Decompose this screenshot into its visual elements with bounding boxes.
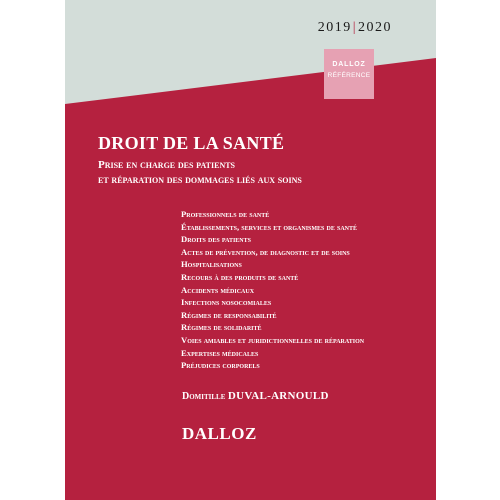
edition-year xyxy=(318,20,392,36)
topic-item: Expertises médicales xyxy=(181,347,259,358)
topic-item: Recours à des produits de santé xyxy=(181,271,299,282)
author-last: DUVAL-ARNOULD xyxy=(227,390,329,402)
topic-item: Régimes de responsabilité xyxy=(181,309,277,320)
dalloz-logo xyxy=(182,423,257,443)
diagonal-divider xyxy=(65,0,436,104)
topic-item: Droits des patients xyxy=(181,234,251,245)
topic-item: Actes de prévention, de diagnostic et de soins xyxy=(181,246,350,257)
collection-label xyxy=(324,49,374,99)
book-title: DROIT DE LA SANTÉ xyxy=(98,133,285,153)
svg-text:DALLOZ: DALLOZ xyxy=(182,424,257,443)
topic-item: Voies amiables et juridictionnelles de réparation xyxy=(181,334,365,345)
year-start: 2019 xyxy=(317,20,352,35)
collection-line1: DALLOZ xyxy=(332,61,366,68)
collection-line2: RÉFÉRENCE xyxy=(327,72,371,79)
author-first: Domitille xyxy=(182,391,226,402)
topic-item: Professionnels de santé xyxy=(181,209,270,219)
topic-item: Régimes de solidarité xyxy=(181,322,262,333)
book-subtitle xyxy=(98,158,302,188)
topic-item: Établissements, services et organismes de santé xyxy=(181,221,358,232)
topic-item: Hospitalisations xyxy=(181,259,242,270)
author-name xyxy=(182,390,329,402)
subtitle-line1: Prise en charge des patients xyxy=(98,159,236,171)
year-end: 2020 xyxy=(358,20,392,35)
year-separator: | xyxy=(352,20,357,35)
topic-item: Infections nosocomiales xyxy=(181,297,272,308)
topic-item: Préjudices corporels xyxy=(181,360,260,371)
topics-list xyxy=(181,208,364,372)
topic-item: Accidents médicaux xyxy=(181,284,255,295)
subtitle-line2: et réparation des dommages liés aux soins xyxy=(98,174,302,186)
book-cover xyxy=(65,0,436,500)
